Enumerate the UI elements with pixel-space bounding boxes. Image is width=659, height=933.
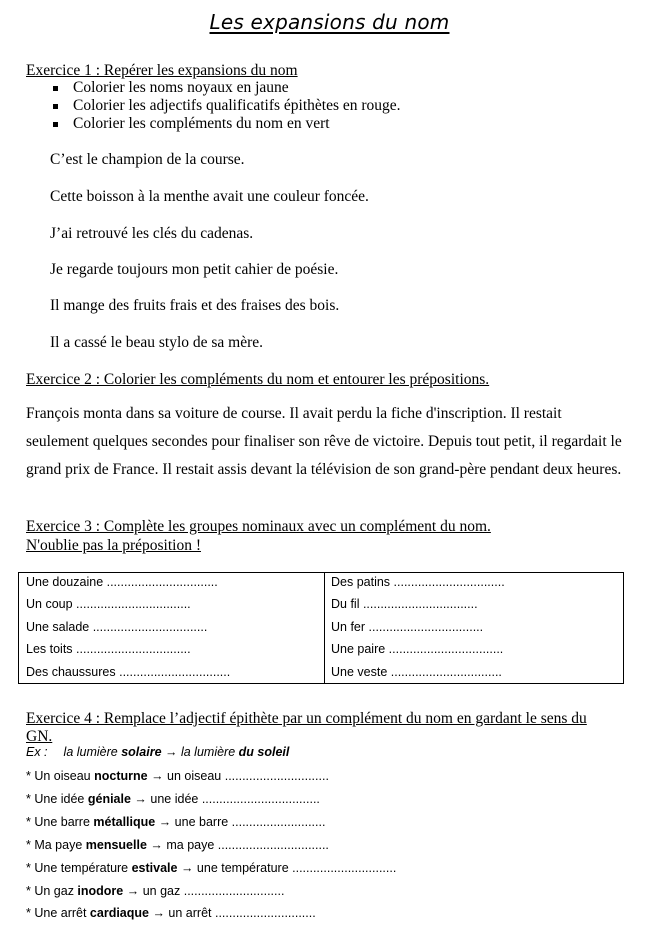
bullet-icon <box>53 122 58 127</box>
exercise-3-subheading: N'oublie pas la préposition ! <box>26 537 201 554</box>
fill-in-item: Du fil ................................. <box>331 597 478 611</box>
fill-in-item: Une veste ................................ <box>331 665 502 679</box>
bullet-icon <box>53 86 58 91</box>
exercise-4-item: * Une barre métallique → une barre ........................... <box>26 815 326 829</box>
exercise-4-heading-cont: GN. <box>26 728 53 745</box>
example-complement: du soleil <box>238 745 290 759</box>
fill-in-item: Des patins ................................ <box>331 575 505 589</box>
exercise-4-item: * Une température estivale → une température .............................. <box>26 861 397 875</box>
instruction-item: Colorier les adjectifs qualificatifs épithètes en rouge. <box>73 97 401 114</box>
exercise-4-item: * Un gaz inodore → un gaz ............................. <box>26 884 285 898</box>
fill-in-item: Les toits ................................. <box>26 642 191 656</box>
page-title: Les expansions du nom <box>209 10 450 34</box>
exercise-4-heading: Exercice 4 : Remplace l’adjectif épithète par un complément du nom en gardant le sens du <box>26 710 587 727</box>
instruction-item: Colorier les noms noyaux en jaune <box>73 79 289 96</box>
exercise-sentence: Il mange des fruits frais et des fraises des bois. <box>50 297 340 314</box>
example-pre: la lumière <box>63 745 122 759</box>
exercise-sentence: J’ai retrouvé les clés du cadenas. <box>50 225 254 242</box>
exercise-3-heading: Exercice 3 : Complète les groupes nominaux avec un complément du nom. <box>26 518 491 535</box>
exercise-sentence: Je regarde toujours mon petit cahier de poésie. <box>50 261 339 278</box>
fill-in-item: Un fer ................................. <box>331 620 484 634</box>
exercise-sentence: Il a cassé le beau stylo de sa mère. <box>50 334 264 351</box>
fill-in-item: Une douzaine ................................ <box>26 575 218 589</box>
table-divider <box>324 573 325 683</box>
exercise-2-text: François monta dans sa voiture de course. Il avait perdu la fiche d'inscription. Il restait seulement quelques secondes pour finaliser son rêve de victoire. Depuis tout petit, il regardait le grand prix de France. Il restait assis devant la télévision de son grand-père pendant deux heures. <box>26 405 622 478</box>
exercise-4-item: * Une arrêt cardiaque → un arrêt ............................. <box>26 906 316 920</box>
bullet-icon <box>53 104 58 109</box>
fill-in-item: Une salade ................................. <box>26 620 208 634</box>
exercise-3-table <box>18 572 624 684</box>
exercise-4-item: * Ma paye mensuelle → ma paye ................................ <box>26 838 329 852</box>
instruction-item: Colorier les compléments du nom en vert <box>73 115 330 132</box>
fill-in-item: Une paire ................................. <box>331 642 504 656</box>
example-adjective: solaire <box>121 745 162 759</box>
exercise-4-item: * Un oiseau nocturne → un oiseau .............................. <box>26 769 329 783</box>
exercise-1-heading: Exercice 1 : Repérer les expansions du nom <box>26 62 298 79</box>
fill-in-item: Des chaussures ................................ <box>26 665 231 679</box>
fill-in-item: Un coup ................................. <box>26 597 191 611</box>
example-line <box>26 745 289 759</box>
example-label: Ex : <box>26 745 48 759</box>
example-arrow: → la lumière <box>161 745 239 759</box>
exercise-2-heading: Exercice 2 : Colorier les compléments du nom et entourer les prépositions. <box>26 371 490 388</box>
exercise-sentence: C’est le champion de la course. <box>50 151 245 168</box>
exercise-4-item: * Une idée géniale → une idée .................................. <box>26 792 320 806</box>
exercise-sentence: Cette boisson à la menthe avait une couleur foncée. <box>50 188 369 205</box>
